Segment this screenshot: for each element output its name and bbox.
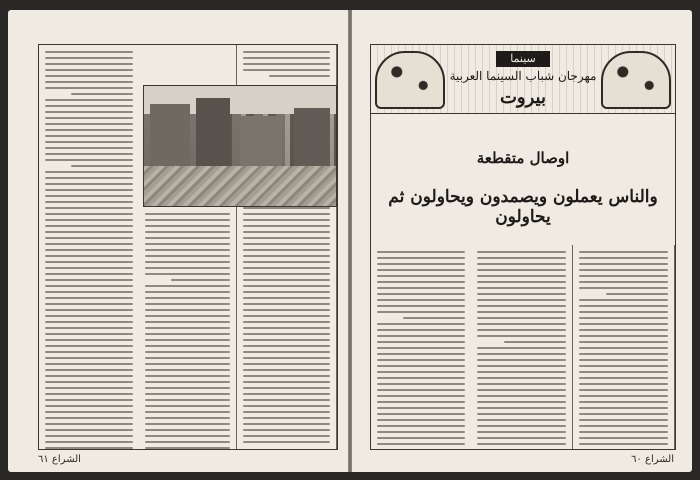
left-page-frame	[38, 44, 338, 450]
section-badge: سينما	[496, 51, 550, 67]
right-page	[352, 10, 692, 472]
left-page-footer: الشراع ٦١	[38, 454, 81, 465]
beirut-rubble-photo	[143, 85, 337, 207]
article-banner	[371, 45, 675, 114]
city-title: بيروت	[499, 87, 546, 108]
ornament-right-icon	[601, 51, 671, 109]
left-text-column-1	[39, 45, 139, 449]
article-subheadline: اوصال متقطعة	[476, 149, 570, 167]
right-page-footer: الشراع ٦٠	[631, 454, 674, 465]
left-page	[8, 10, 348, 472]
right-text-column-3	[573, 245, 675, 449]
right-text-column-1	[371, 245, 471, 449]
right-text-column-2	[471, 245, 573, 449]
right-page-frame	[370, 44, 676, 450]
festival-title: مهرجان شباب السينما العربية	[449, 69, 597, 83]
article-headline: والناس يعملون ويصمدون ويحاولون ثم يحاولون	[388, 187, 658, 227]
ornament-left-icon	[375, 51, 445, 109]
